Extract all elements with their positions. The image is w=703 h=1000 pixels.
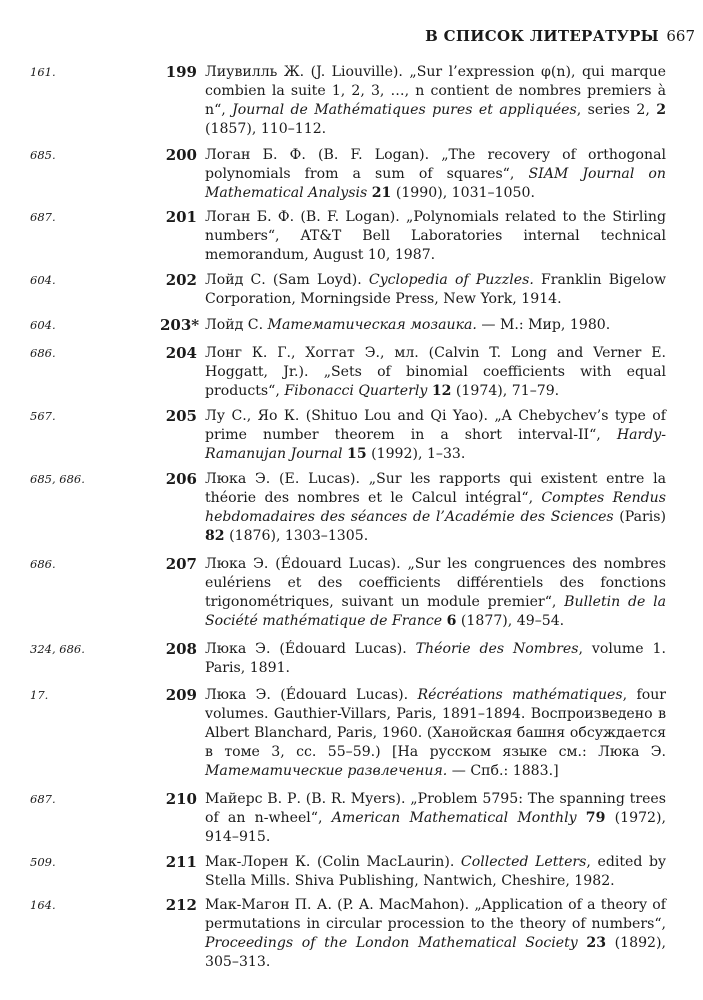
running-title: В СПИСОК ЛИТЕРАТУРЫ <box>425 27 659 45</box>
page-reference: 604. <box>30 318 56 332</box>
entry-text: Лу С., Яо К. (Shituo Lou and Qi Yao). „A Chebychev’s type of prime number theorem in a short interval-II“, Hardy-Ramanujan Journal 15 (1992), 1–33. <box>205 408 666 462</box>
entry-number: 199 <box>165 63 197 81</box>
page-reference: 686. <box>30 557 56 571</box>
page-header <box>30 27 695 49</box>
entry-text: Лонг К. Г., Хоггат Э., мл. (Calvin T. Long and Verner E. Hoggatt, Jr.). „Sets of binomial coefficients with equal products“, Fibonacci Quarterly 12 (1974), 71–79. <box>205 345 666 399</box>
entry-text: Лойд С. (Sam Loyd). Cyclopedia of Puzzles. Franklin Bigelow Corporation, Morningside Press, New York, 1914. <box>205 272 667 307</box>
entry-number: 201 <box>165 208 197 226</box>
entry-number: 211 <box>165 853 197 871</box>
entry-text: Мак-Лорен К. (Colin MacLaurin). Collected Letters, edited by Stella Mills. Shiva Publishing, Nantwich, Cheshire, 1982. <box>205 854 666 889</box>
page-reference: 687. <box>30 792 56 806</box>
entry-number: 203* <box>160 316 200 334</box>
entry-number: 205 <box>165 407 197 425</box>
page-reference: 687. <box>30 210 56 224</box>
page-number: 667 <box>666 27 695 45</box>
page-reference: 604. <box>30 273 56 287</box>
entry-text: Мак-Магон П. А. (P. A. MacMahon). „Application of a theory of permutations in circular procession to the theory of numbers“, Proceedings of the London Mathematical Society 23 (1892), 305–313. <box>205 897 667 970</box>
entry-text: Люка Э. (Édouard Lucas). „Sur les congruences des nombres eulériens et des coefficients différentiels des fonctions trigonométriques, suivant un module premier“, Bulletin de la Société mathématique de France 6 (1877), 49–54. <box>205 556 666 629</box>
page-reference: 161. <box>30 65 56 79</box>
page-reference: 685, 686. <box>30 472 85 486</box>
entry-text: Лиувилль Ж. (J. Liouville). „Sur l’expression φ(n), qui marque combien la suite 1, 2, 3, …, n contient de nombres premiers à n“, Journal de Mathématiques pures et appliquées, series 2, 2 (1857), 110–112. <box>205 64 666 137</box>
entry-text: Лойд С. Математическая мозаика. — М.: Мир, 1980. <box>205 317 611 333</box>
page-reference: 685. <box>30 148 56 162</box>
entry-number: 202 <box>165 271 197 289</box>
entry-text: Люка Э. (E. Lucas). „Sur les rapports qui existent entre la théorie des nombres et le Calcul intégral“, Comptes Rendus hebdomadaires des séances de l’Académie des Sciences (Paris) 82 (1876), 1303–1305. <box>205 471 666 544</box>
entry-number: 209 <box>165 686 197 704</box>
entry-number: 200 <box>165 146 197 164</box>
entry-text: Люка Э. (Édouard Lucas). Théorie des Nombres, volume 1. Paris, 1891. <box>205 641 666 676</box>
page-reference: 164. <box>30 898 56 912</box>
page-reference: 324, 686. <box>30 642 85 656</box>
entry-number: 208 <box>165 640 197 658</box>
page-reference: 17. <box>30 688 49 702</box>
page-reference: 567. <box>30 409 56 423</box>
entry-text: Майерс В. Р. (B. R. Myers). „Problem 5795: The spanning trees of an n-wheel“, American Mathematical Monthly 79 (1972), 914–915. <box>205 791 666 845</box>
entry-number: 207 <box>165 555 197 573</box>
entry-text: Люка Э. (Édouard Lucas). Récréations mathématiques, four volumes. Gauthier-Villars, Paris, 1891–1894. Воспроизведено в Albert Blanchard, Paris, 1960. (Ханойская башня обсуждается в томе 3, сс. 55–59.) [На русском языке см.: Люка Э. Математические развлечения. — Спб.: 1883.] <box>205 687 667 779</box>
page-reference: 509. <box>30 855 56 869</box>
entry-number: 206 <box>165 470 197 488</box>
entry-number: 210 <box>165 790 197 808</box>
entry-text: Логан Б. Ф. (B. F. Logan). „Polynomials related to the Stirling numbers“, AT&T Bell Laboratories internal technical memorandum, August 10, 1987. <box>205 209 666 263</box>
page-reference: 686. <box>30 346 56 360</box>
entry-number: 212 <box>165 896 197 914</box>
entry-number: 204 <box>165 344 197 362</box>
entry-text: Логан Б. Ф. (B. F. Logan). „The recovery of orthogonal polynomials from a sum of squares“, SIAM Journal on Mathematical Analysis 21 (1990), 1031–1050. <box>205 147 666 201</box>
